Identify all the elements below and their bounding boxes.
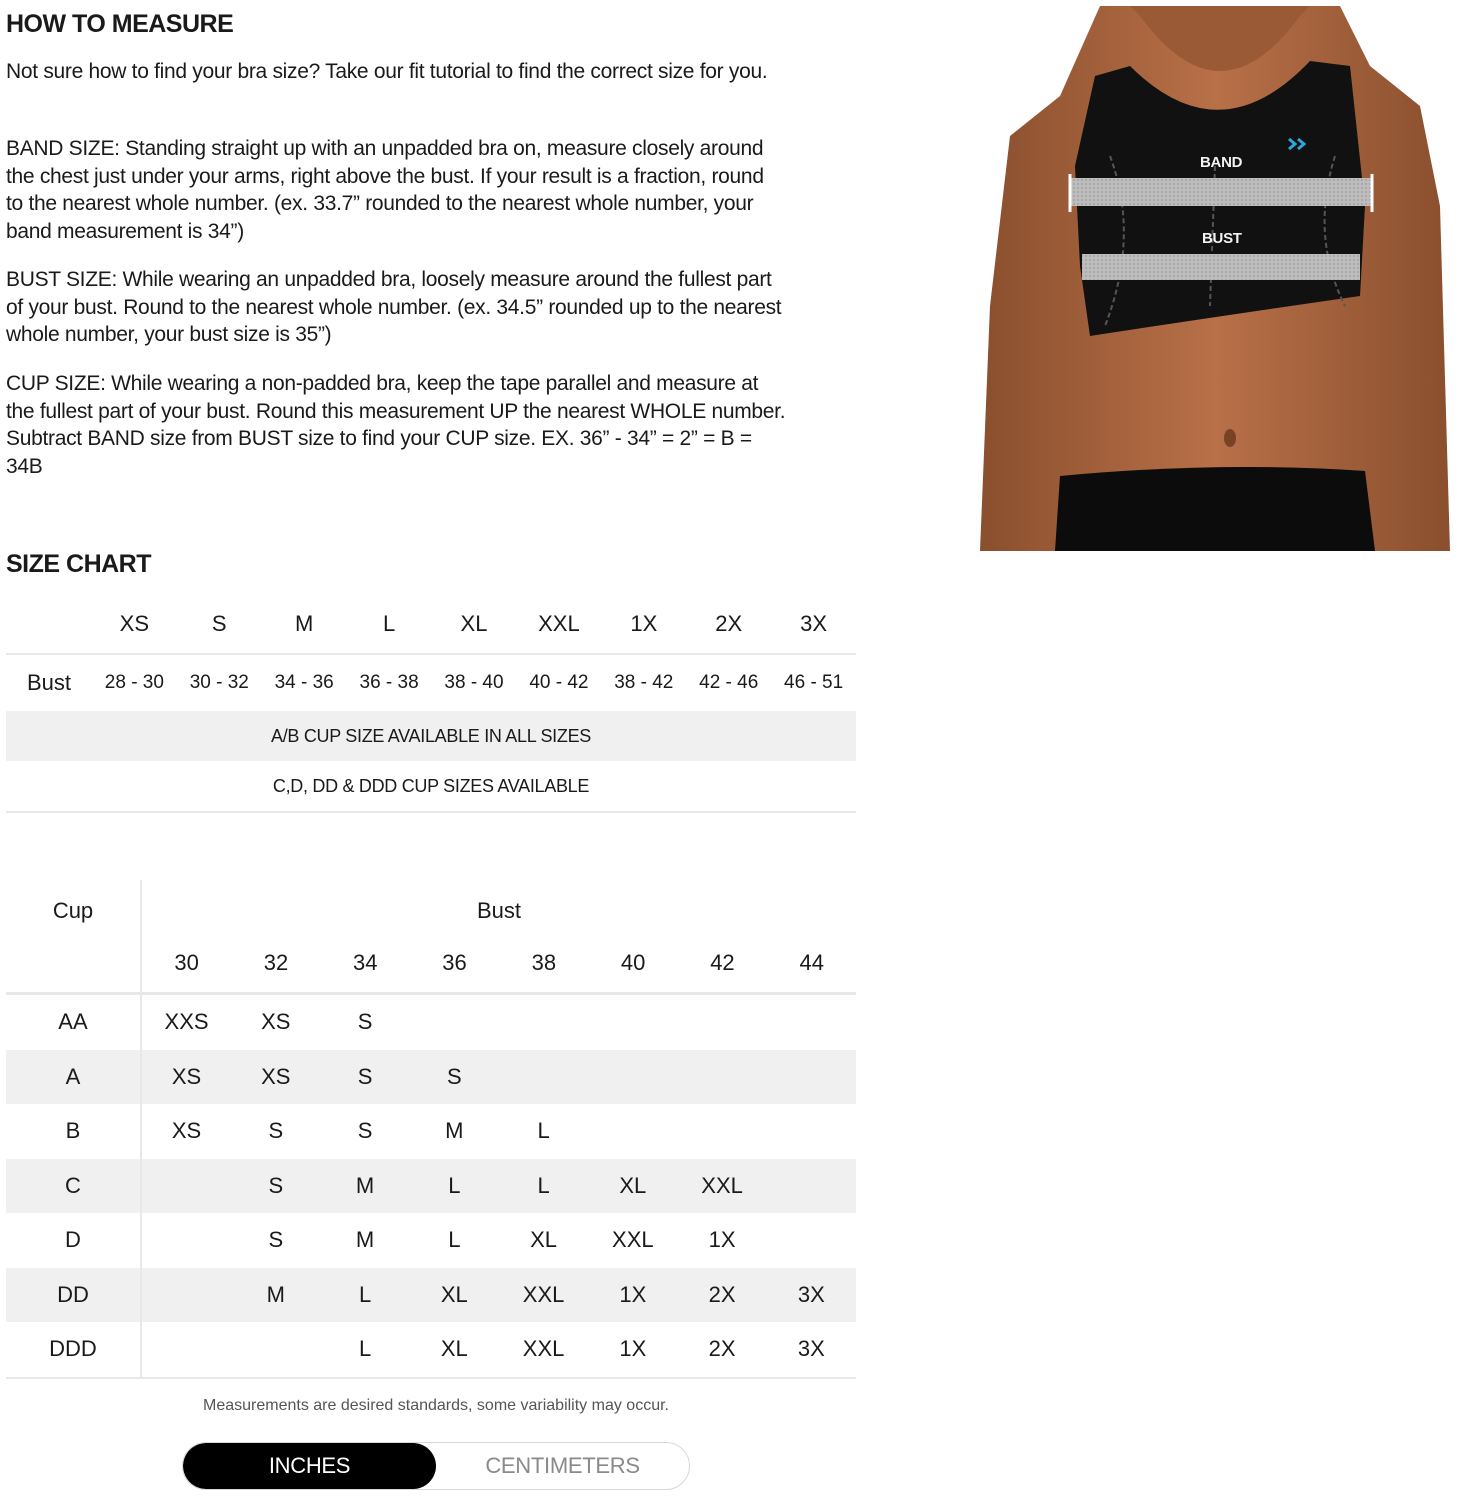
cup-size-cell: S xyxy=(357,1063,373,1089)
cup-table xyxy=(6,880,856,1379)
bust-range-cell: 30 - 32 xyxy=(189,672,249,693)
cup-row-label: AA xyxy=(58,1009,88,1035)
cup-size-cell: XXL xyxy=(612,1227,654,1253)
cup-size-cell: L xyxy=(448,1172,461,1198)
cup-size-cell: S xyxy=(357,1009,373,1035)
bust-size-header: 40 xyxy=(620,950,646,975)
cup-size-cell: S xyxy=(268,1227,284,1253)
cup-size-cell: L xyxy=(448,1227,461,1253)
band-size-paragraph: BAND SIZE: Standing straight up with an unpadded bra on, measure closely around the chest just under your arms, right above the bust. If your result is a fraction, round to the nearest whole number. (ex. 33.7” rounded to the nearest whole number, your band measurement is 34”) xyxy=(6,137,764,243)
model-illustration xyxy=(980,6,1456,551)
cup-size-cell: M xyxy=(266,1281,285,1307)
cup-size-cell: XL xyxy=(530,1227,558,1253)
size-header-cell: 2X xyxy=(715,611,743,636)
cup-row-label: DD xyxy=(57,1281,89,1307)
cup-size-cell: M xyxy=(445,1118,464,1144)
cup-size-cell: 3X xyxy=(797,1281,825,1307)
bust-size-header: 30 xyxy=(174,950,199,975)
intro-paragraph: Not sure how to find your bra size? Take our fit tutorial to find the correct size for you. xyxy=(6,60,768,83)
cd-cup-note: C,D, DD & DDD CUP SIZES AVAILABLE xyxy=(6,761,856,813)
unit-toggle[interactable] xyxy=(182,1442,690,1490)
cup-size-cell: XXS xyxy=(164,1009,209,1035)
bust-row-label: Bust xyxy=(26,670,71,695)
bust-size-header: 36 xyxy=(442,950,467,975)
cup-row-label: A xyxy=(65,1063,81,1089)
size-table xyxy=(6,595,856,813)
size-header-cell: 3X xyxy=(800,611,828,636)
cup-size-cell: 1X xyxy=(708,1227,736,1253)
cup-size-cell: L xyxy=(358,1281,372,1307)
bust-range-cell: 42 - 46 xyxy=(699,672,759,693)
bust-range-cell: 46 - 51 xyxy=(784,672,844,693)
bust-size-header: 44 xyxy=(799,950,824,975)
size-header-cell: S xyxy=(211,611,227,636)
cup-row xyxy=(6,1322,856,1379)
cup-size-cell: XS xyxy=(261,1009,291,1035)
cup-row xyxy=(6,1213,856,1268)
cup-size-cell: XXL xyxy=(522,1281,565,1307)
cup-row xyxy=(6,1050,856,1105)
inches-option[interactable]: INCHES xyxy=(183,1443,436,1489)
cup-size-cell: 2X xyxy=(708,1336,736,1362)
cup-size-cell: XL xyxy=(440,1281,468,1307)
ab-cup-note: A/B CUP SIZE AVAILABLE IN ALL SIZES xyxy=(6,711,856,761)
cup-row xyxy=(6,1268,856,1323)
cup-row xyxy=(6,995,856,1050)
cup-size-cell: XXL xyxy=(522,1336,565,1362)
cup-size-cell: M xyxy=(355,1172,375,1198)
model-photo xyxy=(980,6,1456,551)
cup-size-paragraph: CUP SIZE: While wearing a non-padded bra, keep the tape parallel and measure at the fullest part of your bust. Round this measurement UP the nearest WHOLE number. Subtract BAND size from BUST size to find your CUP size. EX. 36” - 34” = 2” = B = 34B xyxy=(6,372,786,478)
cup-row xyxy=(6,1159,856,1214)
cup-header-label: Cup xyxy=(52,898,94,923)
size-header-cell: 1X xyxy=(630,611,658,636)
size-header-cell: L xyxy=(382,611,396,636)
bust-range-cell: 38 - 40 xyxy=(444,672,504,693)
cup-row-label: C xyxy=(65,1172,81,1198)
cup-size-cell: M xyxy=(355,1227,375,1253)
cup-size-cell: 2X xyxy=(708,1281,736,1307)
cup-row xyxy=(6,1104,856,1159)
bust-range-cell: 34 - 36 xyxy=(274,672,334,693)
cup-size-cell: L xyxy=(537,1172,550,1198)
bust-size-header: 38 xyxy=(531,950,557,975)
size-header-row xyxy=(6,595,856,655)
cup-size-cell: S xyxy=(446,1063,462,1089)
cup-size-cell: 1X xyxy=(619,1336,647,1362)
cup-size-cell: 1X xyxy=(619,1281,647,1307)
bust-row xyxy=(6,655,856,711)
cup-size-cell: XS xyxy=(261,1063,291,1089)
cup-size-cell: L xyxy=(358,1336,372,1362)
cup-size-cell: XL xyxy=(619,1172,647,1198)
bust-size-header: 32 xyxy=(263,950,289,975)
bust-size-header-row xyxy=(142,950,856,976)
bust-size-paragraph: BUST SIZE: While wearing an unpadded bra, loosely measure around the fullest part of your bust. Round to the nearest whole number. (ex. 34.5” rounded up to the nearest whole number, your bust size is 35”) xyxy=(6,268,782,346)
size-header-cell: XL xyxy=(460,611,488,636)
cup-size-cell: L xyxy=(537,1118,550,1144)
bust-range-cell: 28 - 30 xyxy=(104,672,164,693)
bust-range-cell: 36 - 38 xyxy=(359,672,419,693)
size-chart-title: SIZE CHART xyxy=(6,550,151,578)
cup-row-label: DDD xyxy=(49,1336,97,1362)
bust-size-header: 34 xyxy=(353,950,378,975)
band-label: BAND xyxy=(1200,154,1243,171)
centimeters-option[interactable]: CENTIMETERS xyxy=(485,1453,640,1478)
cup-header xyxy=(6,880,856,995)
how-to-measure-title: HOW TO MEASURE xyxy=(6,10,234,38)
cup-size-cell: 3X xyxy=(797,1336,825,1362)
size-header-cell: XS xyxy=(119,611,150,636)
cup-size-cell: XS xyxy=(171,1063,202,1089)
bust-header-label: Bust xyxy=(476,898,522,923)
bust-range-cell: 40 - 42 xyxy=(529,672,589,693)
cup-size-cell: XS xyxy=(171,1118,202,1144)
cup-row-label: D xyxy=(65,1227,81,1253)
bust-range-cell: 38 - 42 xyxy=(614,672,674,693)
disclaimer: Measurements are desired standards, some variability may occur. xyxy=(203,1397,669,1414)
cup-rows xyxy=(6,995,856,1379)
bust-label: BUST xyxy=(1202,230,1242,247)
size-header-cell: M xyxy=(295,611,314,636)
cup-size-cell: S xyxy=(268,1172,284,1198)
size-header-cell: XXL xyxy=(538,611,580,636)
cup-size-cell: S xyxy=(357,1118,373,1144)
cup-size-cell: XL xyxy=(440,1336,468,1362)
cup-size-cell: S xyxy=(268,1118,284,1144)
cup-size-cell: XXL xyxy=(701,1172,743,1198)
cup-row-label: B xyxy=(65,1118,81,1144)
bust-size-header: 42 xyxy=(710,950,735,975)
